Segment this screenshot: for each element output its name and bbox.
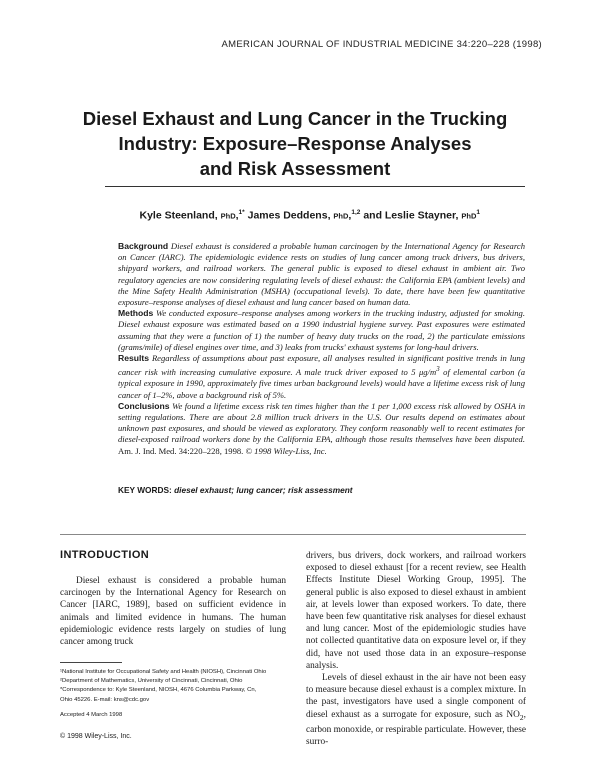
abstract-citation: Am. J. Ind. Med. 34:220–228, 1998. [118, 445, 244, 456]
abstract-methods [118, 308, 525, 353]
intro-paragraph-3-text-a: Levels of diesel exhaust in the air have not been easy to measure because diesel exhaust is a complex mixture. In the past, investigators have used a single component of diesel exhaust as a surrogate for exposure, such as NO [306, 673, 526, 720]
abstract-background [118, 241, 525, 308]
abstract-background-label: Background [118, 241, 169, 251]
abstract-conclusions-label: Conclusions [118, 400, 170, 411]
footnote-1: ¹National Institute for Occupational Safety and Health (NIOSH), Cincinnati Ohio [60, 669, 267, 675]
abstract-results-label: Results [118, 353, 150, 364]
author-2-name: James Deddens [247, 209, 328, 222]
author-1-name: Kyle Steenland [139, 209, 215, 222]
footnotes [60, 668, 288, 705]
abstract-background-text: Diesel exhaust is considered a probable human carcinogen by the International Agency for Research on Cancer (IARC). The epidemiologic evidence rests on studies of lung cancer among truck drivers, bus drivers, shipyard workers, and railroad workers. The general public is exposed to diesel exhaust in ambient air. Two regulatory agencies are now considering regulating levels of diesel exhaust: the California EPA (ambient levels) and the Mine Safety Health Administration (MSHA) (occupational levels). To date, there have been few quantitative exposure–response analyses of diesel exhaust and lung cancer based on human data. [118, 241, 525, 308]
title-line-1: Diesel Exhaust and Lung Cancer in the Trucking [82, 108, 508, 129]
article-title [60, 106, 530, 181]
author-line: Kyle Steenland, PhD,$^{1*}$ James Deddens, PhD,$^{1,2}$ and Leslie Stayner, PhD$^1$ [139, 209, 480, 222]
abstract-methods-label: Methods [118, 308, 154, 319]
abstract-conclusions-text: We found a lifetime excess risk ten times higher than the 1 per 1,000 excess risk allowed by OSHA in setting regulations. There are about 2.8 million truck drivers in the U.S. Our results depend on estimates about unknown past exposures, and should be viewed as exploratory. They conform reasonably well to recent estimates for diesel-exposed railroad workers done by the California EPA, although those results themselves have been disputed. [118, 400, 525, 445]
page-copyright: © 1998 Wiley-Liss, Inc. [60, 733, 132, 740]
intro-paragraph-2: drivers, bus drivers, dock workers, and railroad workers exposed to diesel exhaust [for a recent review, see Health Effects Institute Diesel Working Group, 1995]. The general public is also exposed to diesel exhaust in ambient air, at levels lower than exposed workers. To date, there have been few quantitative risk analyses for diesel exhaust and lung cancer. Most of the epidemiologic studies have not collected quantitative data on exposure level or, if they did, have not used those data in an exposure–response analysis. [306, 551, 526, 671]
journal-header: AMERICAN JOURNAL OF INDUSTRIAL MEDICINE 34:220–228 (1998) [221, 39, 542, 50]
keywords [118, 485, 353, 495]
abstract-results [118, 353, 525, 401]
intro-paragraph-1: Diesel exhaust is considered a probable human carcinogen by the International Agency for Research on Cancer [IARC, 1989], based on sufficient evidence in animals and limited evidence in humans. The human epidemiologic evidence rests largely on studies of lung cancer among truck [60, 576, 286, 648]
intro-paragraph-3 [306, 672, 526, 748]
author-2-affiliation: 1,2 [351, 209, 361, 216]
accepted-date: Accepted 4 March 1998 [60, 712, 123, 718]
abstract-methods-text: We conducted exposure–response analyses among workers in the trucking industry, adjusted for smoking. Diesel exhaust exposure was estimated based on a 1990 industrial hygiene survey. Past exposures were estimated assuming that they were a function of 1) the number of heavy duty trucks on the road, 2) the particulate emissions (grams/mile) of diesel engines over time, and 3) leaks from trucks' exhaust systems for long-haul drivers. [118, 308, 525, 352]
footnote-rule [60, 662, 122, 663]
keywords-label: KEY WORDS: [118, 485, 172, 495]
author-1-degree: PhD [220, 211, 236, 221]
introduction-heading: INTRODUCTION [60, 549, 150, 561]
footnote-2: ²Department of Mathematics, University of Cincinnati, Cincinnati, Ohio [60, 678, 243, 685]
abstract [118, 241, 525, 457]
abstract-results-text-a: Regardless of assumptions about past exposure, all analyses resulted in significant positive trends in lung cancer risk with increasing cumulative exposure. A male truck driver exposed to 5 μg/m [118, 353, 525, 378]
column-left [60, 575, 286, 648]
intro-paragraph-3-text-b: , carbon monoxide, or respirable particulate. However, these surro- [306, 709, 526, 747]
section-divider [60, 534, 526, 535]
abstract-copyright: © 1998 Wiley-Liss, Inc. [245, 445, 327, 456]
author-2-degree: PhD [333, 211, 349, 221]
abstract-results-text-b: of elemental carbon (a typical exposure in 1990, approximately five times urban background levels) would have a lifetime excess risk of lung cancer of 1–2%, above a background risk of 5%. [118, 367, 525, 400]
keywords-values: diesel exhaust; lung cancer; risk assessment [174, 485, 353, 495]
title-divider [105, 186, 525, 187]
author-1-affiliation: 1* [238, 209, 245, 216]
column-right [306, 550, 526, 748]
title-line-3: and Risk Assessment [199, 158, 391, 179]
author-3-name: and Leslie Stayner [363, 209, 456, 222]
author-3-affiliation: 1 [476, 209, 480, 216]
abstract-results-sup: 3 [436, 365, 440, 374]
intro-paragraph-3-sub: 2 [519, 712, 524, 722]
abstract-conclusions [118, 401, 525, 457]
footnote-3-line-2: Ohio 45226. E-mail: kns@cdc.gov [60, 696, 150, 703]
footnote-3-line-1: *Correspondence to: Kyle Steenland, NIOSH, 4676 Columbia Parkway, Cn, [60, 687, 257, 694]
author-3-degree: PhD [461, 211, 477, 221]
title-line-2: Industry: Exposure–Response Analyses [118, 133, 472, 154]
